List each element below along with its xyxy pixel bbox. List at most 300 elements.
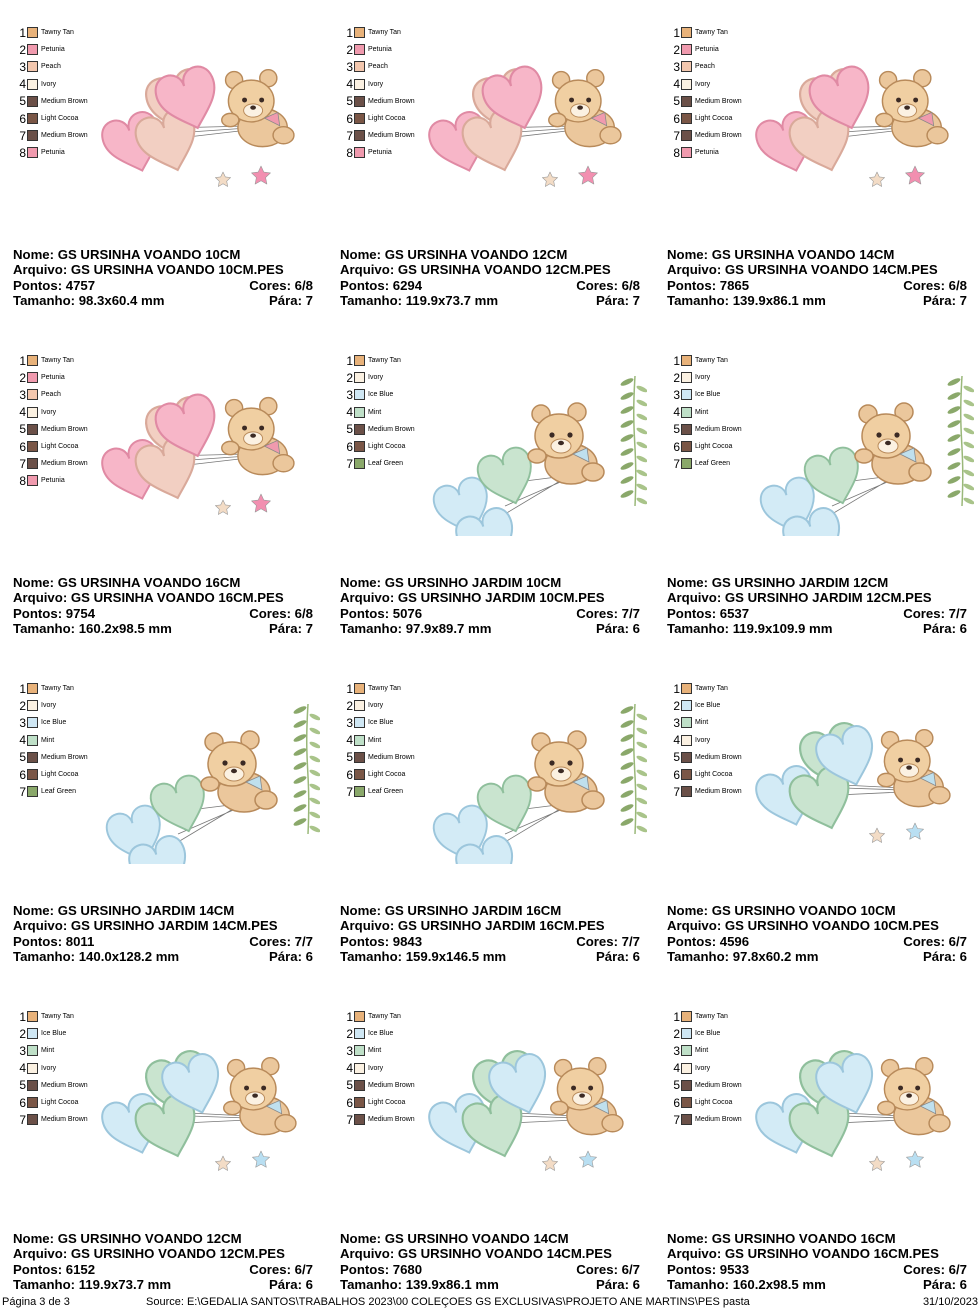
color-swatch <box>354 786 365 797</box>
file-line <box>13 262 313 277</box>
legend-number: 3 <box>346 715 353 730</box>
color-swatch <box>27 786 38 797</box>
legend-number: 1 <box>19 1009 26 1024</box>
legend-item <box>343 386 415 403</box>
stitches-line <box>340 606 640 621</box>
legend-number: 5 <box>19 94 26 109</box>
stitches-label: Pontos: <box>667 277 717 293</box>
color-swatch <box>27 1028 38 1039</box>
embroidery-preview <box>98 356 320 536</box>
legend-number: 4 <box>673 1061 680 1076</box>
legend-item <box>670 1060 742 1077</box>
legend-number: 3 <box>673 1043 680 1058</box>
name-label: Nome: <box>13 575 55 590</box>
size-label: Tamanho: <box>13 621 76 637</box>
legend-item <box>16 110 88 127</box>
stitch-count: 9533 <box>719 1261 750 1277</box>
color-swatch <box>354 44 365 55</box>
legend-item <box>670 1042 742 1059</box>
legend-number: 3 <box>346 1043 353 1058</box>
name-line <box>667 1231 967 1246</box>
stops-label: Pára: <box>268 621 302 637</box>
stitch-count: 5076 <box>392 605 423 621</box>
stitches-label: Pontos: <box>667 1261 717 1277</box>
color-swatch <box>681 355 692 366</box>
size-label: Tamanho: <box>340 949 403 965</box>
legend-item <box>16 1060 88 1077</box>
embroidery-preview <box>752 1012 974 1192</box>
legend-item <box>670 93 742 110</box>
legend-item <box>670 438 742 455</box>
file-line <box>13 1246 313 1261</box>
legend-item <box>670 352 742 369</box>
name-line <box>340 903 640 918</box>
color-swatch <box>27 113 38 124</box>
legend-item <box>16 421 88 438</box>
design-card <box>654 0 980 327</box>
stitches-label: Pontos: <box>340 933 390 949</box>
legend-number: 4 <box>673 77 680 92</box>
name-label: Nome: <box>340 903 382 918</box>
color-name: Medium Brown <box>695 132 742 140</box>
color-swatch <box>27 27 38 38</box>
design-info <box>667 903 967 965</box>
stops-label: Pára: <box>595 1277 629 1293</box>
design-info <box>667 575 967 637</box>
legend-item <box>670 766 742 783</box>
color-name: Medium Brown <box>368 753 415 761</box>
legend-number: 6 <box>19 1095 26 1110</box>
color-name: Ivory <box>695 374 711 382</box>
legend-item <box>670 732 742 749</box>
color-name: Ivory <box>368 80 384 88</box>
color-name: Petunia <box>695 149 719 157</box>
color-name: Ivory <box>368 374 384 382</box>
colors-label: Cores: <box>249 1261 291 1277</box>
design-card <box>654 328 980 655</box>
name-label: Nome: <box>667 903 709 918</box>
legend-number: 7 <box>346 1112 353 1127</box>
legend-number: 2 <box>19 370 26 385</box>
file-name: GS URSINHO VOANDO 16CM.PES <box>724 1246 939 1262</box>
color-name: Light Cocoa <box>41 771 79 779</box>
color-swatch <box>354 79 365 90</box>
embroidery-preview <box>425 684 647 864</box>
file-label: Arquivo: <box>667 1246 722 1262</box>
color-name: Medium Brown <box>695 1116 742 1124</box>
color-swatch <box>681 1045 692 1056</box>
color-swatch <box>681 389 692 400</box>
stop-count: 7 <box>305 621 313 637</box>
color-swatch <box>354 441 365 452</box>
color-swatch <box>681 96 692 107</box>
color-legend <box>670 352 742 472</box>
color-swatch <box>27 130 38 141</box>
color-legend <box>16 680 88 800</box>
legend-item <box>16 1042 88 1059</box>
stitches-label: Pontos: <box>667 605 717 621</box>
color-name: Peach <box>368 63 388 71</box>
file-label: Arquivo: <box>13 918 68 934</box>
color-swatch <box>681 786 692 797</box>
legend-item <box>16 386 88 403</box>
file-line <box>340 262 640 277</box>
color-name: Tawny Tan <box>41 357 74 365</box>
legend-number: 6 <box>673 767 680 782</box>
design-info <box>13 903 313 965</box>
design-size: 119.9x73.7 mm <box>405 293 499 309</box>
stops-label: Pára: <box>595 621 629 637</box>
legend-item <box>343 93 415 110</box>
color-swatch <box>354 389 365 400</box>
size-label: Tamanho: <box>667 621 730 637</box>
color-swatch <box>354 407 365 418</box>
stitch-count: 8011 <box>65 933 95 949</box>
color-swatch <box>27 1114 38 1125</box>
legend-item <box>343 404 415 421</box>
color-swatch <box>27 389 38 400</box>
design-name: GS URSINHA VOANDO 12CM <box>384 247 568 262</box>
legend-number: 7 <box>673 128 680 143</box>
design-card <box>654 984 980 1311</box>
legend-number: 6 <box>346 1095 353 1110</box>
legend-item <box>16 93 88 110</box>
legend-number: 2 <box>19 698 26 713</box>
stitches-label: Pontos: <box>340 605 390 621</box>
color-swatch <box>354 96 365 107</box>
stop-count: 6 <box>632 621 640 637</box>
color-name: Petunia <box>368 149 392 157</box>
size-line <box>13 1277 313 1292</box>
color-count: 7/7 <box>294 933 313 949</box>
legend-item <box>343 1008 415 1025</box>
size-label: Tamanho: <box>340 293 403 309</box>
color-swatch <box>681 769 692 780</box>
color-count: 7/7 <box>621 605 640 621</box>
file-line <box>340 918 640 933</box>
name-line <box>13 903 313 918</box>
legend-number: 5 <box>673 750 680 765</box>
color-swatch <box>354 683 365 694</box>
stops-label: Pára: <box>595 293 629 309</box>
legend-item <box>343 1077 415 1094</box>
legend-number: 5 <box>19 750 26 765</box>
file-label: Arquivo: <box>340 1246 395 1262</box>
color-swatch <box>27 458 38 469</box>
stitch-count: 9843 <box>392 933 423 949</box>
color-swatch <box>27 735 38 746</box>
colors-label: Cores: <box>576 933 618 949</box>
legend-number: 5 <box>673 94 680 109</box>
embroidery-preview <box>752 28 974 208</box>
color-name: Medium Brown <box>41 1081 88 1089</box>
legend-item <box>343 1042 415 1059</box>
color-swatch <box>27 424 38 435</box>
color-swatch <box>354 147 365 158</box>
legend-number: 1 <box>346 25 353 40</box>
color-swatch <box>681 372 692 383</box>
legend-number: 3 <box>673 387 680 402</box>
name-label: Nome: <box>340 1231 382 1246</box>
color-name: Medium Brown <box>41 753 88 761</box>
color-name: Petunia <box>368 46 392 54</box>
file-name: GS URSINHO JARDIM 10CM.PES <box>397 590 605 606</box>
color-swatch <box>27 79 38 90</box>
design-size: 139.9x86.1 mm <box>732 293 826 309</box>
color-name: Medium Brown <box>41 132 88 140</box>
color-swatch <box>354 1114 365 1125</box>
legend-number: 8 <box>19 145 26 160</box>
stitches-line <box>667 1262 967 1277</box>
color-name: Ivory <box>368 1064 384 1072</box>
color-name: Petunia <box>41 149 65 157</box>
color-name: Medium Brown <box>368 1116 415 1124</box>
color-count: 7/7 <box>621 933 640 949</box>
legend-number: 3 <box>346 387 353 402</box>
color-name: Petunia <box>41 374 65 382</box>
stitches-line <box>13 278 313 293</box>
color-name: Light Cocoa <box>368 1099 406 1107</box>
legend-item <box>16 697 88 714</box>
stitches-label: Pontos: <box>13 605 63 621</box>
source-path: Source: E:\GEDALIA SANTOS\TRABALHOS 2023\00 COLEÇOES GS EXCLUSIVAS\PROJETO ANE MARTINS\PES pasta <box>146 1296 750 1308</box>
color-name: Mint <box>368 408 382 416</box>
color-swatch <box>354 1097 365 1108</box>
color-swatch <box>681 113 692 124</box>
legend-item <box>16 127 88 144</box>
stop-count: 6 <box>959 621 967 637</box>
file-label: Arquivo: <box>667 262 722 278</box>
design-name: GS URSINHO VOANDO 10CM <box>711 903 896 918</box>
color-swatch <box>681 458 692 469</box>
color-name: Tawny Tan <box>368 29 401 37</box>
color-count: 6/7 <box>948 1261 967 1277</box>
legend-number: 7 <box>673 456 680 471</box>
name-label: Nome: <box>13 1231 55 1246</box>
design-info <box>340 1231 640 1293</box>
legend-item <box>16 1077 88 1094</box>
color-swatch <box>681 79 692 90</box>
stops-label: Pára: <box>595 949 629 965</box>
legend-item <box>16 680 88 697</box>
color-swatch <box>681 735 692 746</box>
color-swatch <box>27 61 38 72</box>
color-name: Mint <box>41 736 55 744</box>
design-card <box>327 0 653 327</box>
legend-item <box>16 58 88 75</box>
color-name: Medium Brown <box>41 1116 88 1124</box>
legend-number: 8 <box>346 145 353 160</box>
design-card <box>0 984 326 1311</box>
design-name: GS URSINHO VOANDO 12CM <box>57 1231 242 1246</box>
file-label: Arquivo: <box>340 590 395 606</box>
colors-label: Cores: <box>903 605 945 621</box>
color-swatch <box>27 752 38 763</box>
color-name: Tawny Tan <box>695 685 728 693</box>
color-name: Light Cocoa <box>41 443 79 451</box>
file-name: GS URSINHA VOANDO 16CM.PES <box>70 590 284 606</box>
file-line <box>340 1246 640 1261</box>
color-name: Petunia <box>695 46 719 54</box>
legend-item <box>16 732 88 749</box>
legend-number: 5 <box>346 750 353 765</box>
size-line <box>340 293 640 308</box>
stop-count: 7 <box>305 293 313 309</box>
legend-item <box>16 714 88 731</box>
name-label: Nome: <box>667 575 709 590</box>
bear-balloons-illustration <box>752 28 974 208</box>
legend-item <box>16 24 88 41</box>
color-legend <box>16 352 88 490</box>
legend-number: 6 <box>19 439 26 454</box>
color-name: Medium Brown <box>368 97 415 105</box>
stops-label: Pára: <box>268 949 302 965</box>
page-number: Página 3 de 3 <box>2 1296 70 1308</box>
embroidery-preview <box>752 684 974 864</box>
size-label: Tamanho: <box>340 1277 403 1293</box>
colors-label: Cores: <box>249 277 291 293</box>
color-name: Tawny Tan <box>695 1013 728 1021</box>
file-label: Arquivo: <box>13 590 68 606</box>
legend-item <box>16 766 88 783</box>
legend-item <box>670 1111 742 1128</box>
color-swatch <box>681 700 692 711</box>
legend-number: 2 <box>346 1026 353 1041</box>
legend-number: 3 <box>673 59 680 74</box>
color-name: Mint <box>41 1047 55 1055</box>
legend-item <box>16 76 88 93</box>
legend-item <box>343 144 415 161</box>
legend-item <box>670 369 742 386</box>
color-name: Tawny Tan <box>368 685 401 693</box>
design-info <box>340 247 640 309</box>
color-name: Leaf Green <box>368 788 404 796</box>
legend-item <box>343 1060 415 1077</box>
name-line <box>667 247 967 262</box>
color-swatch <box>681 424 692 435</box>
color-swatch <box>27 44 38 55</box>
name-label: Nome: <box>340 575 382 590</box>
legend-item <box>343 369 415 386</box>
legend-item <box>343 1025 415 1042</box>
color-name: Mint <box>695 1047 709 1055</box>
legend-item <box>670 697 742 714</box>
color-name: Medium Brown <box>41 97 88 105</box>
color-count: 6/8 <box>948 277 967 293</box>
color-name: Medium Brown <box>695 425 742 433</box>
color-legend <box>670 680 742 800</box>
size-line <box>13 949 313 964</box>
legend-number: 6 <box>673 1095 680 1110</box>
design-name: GS URSINHO JARDIM 12CM <box>711 575 889 590</box>
name-label: Nome: <box>13 903 55 918</box>
color-name: Medium Brown <box>695 1081 742 1089</box>
color-swatch <box>681 683 692 694</box>
colors-label: Cores: <box>903 277 945 293</box>
color-swatch <box>27 700 38 711</box>
legend-number: 1 <box>673 1009 680 1024</box>
color-name: Medium Brown <box>41 460 88 468</box>
legend-item <box>16 472 88 489</box>
name-line <box>667 903 967 918</box>
name-line <box>667 575 967 590</box>
color-name: Petunia <box>41 477 65 485</box>
design-card <box>327 328 653 655</box>
design-info <box>667 247 967 309</box>
stitches-label: Pontos: <box>13 1261 63 1277</box>
embroidery-preview <box>425 356 647 536</box>
color-swatch <box>354 355 365 366</box>
legend-number: 2 <box>673 1026 680 1041</box>
file-label: Arquivo: <box>13 262 68 278</box>
legend-number: 3 <box>673 715 680 730</box>
design-name: GS URSINHA VOANDO 16CM <box>57 575 241 590</box>
legend-item <box>343 732 415 749</box>
legend-number: 7 <box>19 1112 26 1127</box>
color-swatch <box>27 441 38 452</box>
size-line <box>340 621 640 636</box>
legend-item <box>343 680 415 697</box>
legend-number: 6 <box>673 439 680 454</box>
legend-item <box>343 783 415 800</box>
color-legend <box>343 1008 415 1128</box>
color-name: Medium Brown <box>368 132 415 140</box>
file-name: GS URSINHO VOANDO 12CM.PES <box>70 1246 285 1262</box>
legend-item <box>343 58 415 75</box>
color-name: Light Cocoa <box>695 115 733 123</box>
size-line <box>667 293 967 308</box>
color-swatch <box>354 424 365 435</box>
color-swatch <box>681 130 692 141</box>
name-line <box>13 247 313 262</box>
bear-balloons-illustration <box>752 684 974 864</box>
design-name: GS URSINHO VOANDO 14CM <box>384 1231 569 1246</box>
color-swatch <box>27 1011 38 1022</box>
legend-number: 1 <box>673 353 680 368</box>
size-line <box>13 621 313 636</box>
colors-label: Cores: <box>903 933 945 949</box>
legend-item <box>670 144 742 161</box>
file-line <box>13 918 313 933</box>
legend-number: 5 <box>19 422 26 437</box>
file-name: GS URSINHO JARDIM 14CM.PES <box>70 918 278 934</box>
color-count: 6/8 <box>621 277 640 293</box>
legend-number: 6 <box>346 111 353 126</box>
color-swatch <box>354 1011 365 1022</box>
color-name: Ivory <box>41 80 57 88</box>
color-swatch <box>27 96 38 107</box>
color-legend <box>343 352 415 472</box>
file-name: GS URSINHO VOANDO 14CM.PES <box>397 1246 612 1262</box>
design-size: 139.9x86.1 mm <box>405 1277 499 1293</box>
color-name: Peach <box>41 63 61 71</box>
stitch-count: 7865 <box>719 277 750 293</box>
color-name: Ivory <box>695 736 711 744</box>
color-name: Ivory <box>41 408 57 416</box>
colors-label: Cores: <box>576 277 618 293</box>
color-count: 6/7 <box>948 933 967 949</box>
legend-number: 5 <box>673 422 680 437</box>
color-name: Ice Blue <box>368 719 394 727</box>
stops-label: Pára: <box>922 1277 956 1293</box>
colors-label: Cores: <box>903 1261 945 1277</box>
color-name: Tawny Tan <box>41 685 74 693</box>
legend-item <box>670 110 742 127</box>
stitch-count: 7680 <box>392 1261 423 1277</box>
size-label: Tamanho: <box>667 949 730 965</box>
legend-number: 2 <box>673 370 680 385</box>
design-size: 97.8x60.2 mm <box>732 949 819 965</box>
